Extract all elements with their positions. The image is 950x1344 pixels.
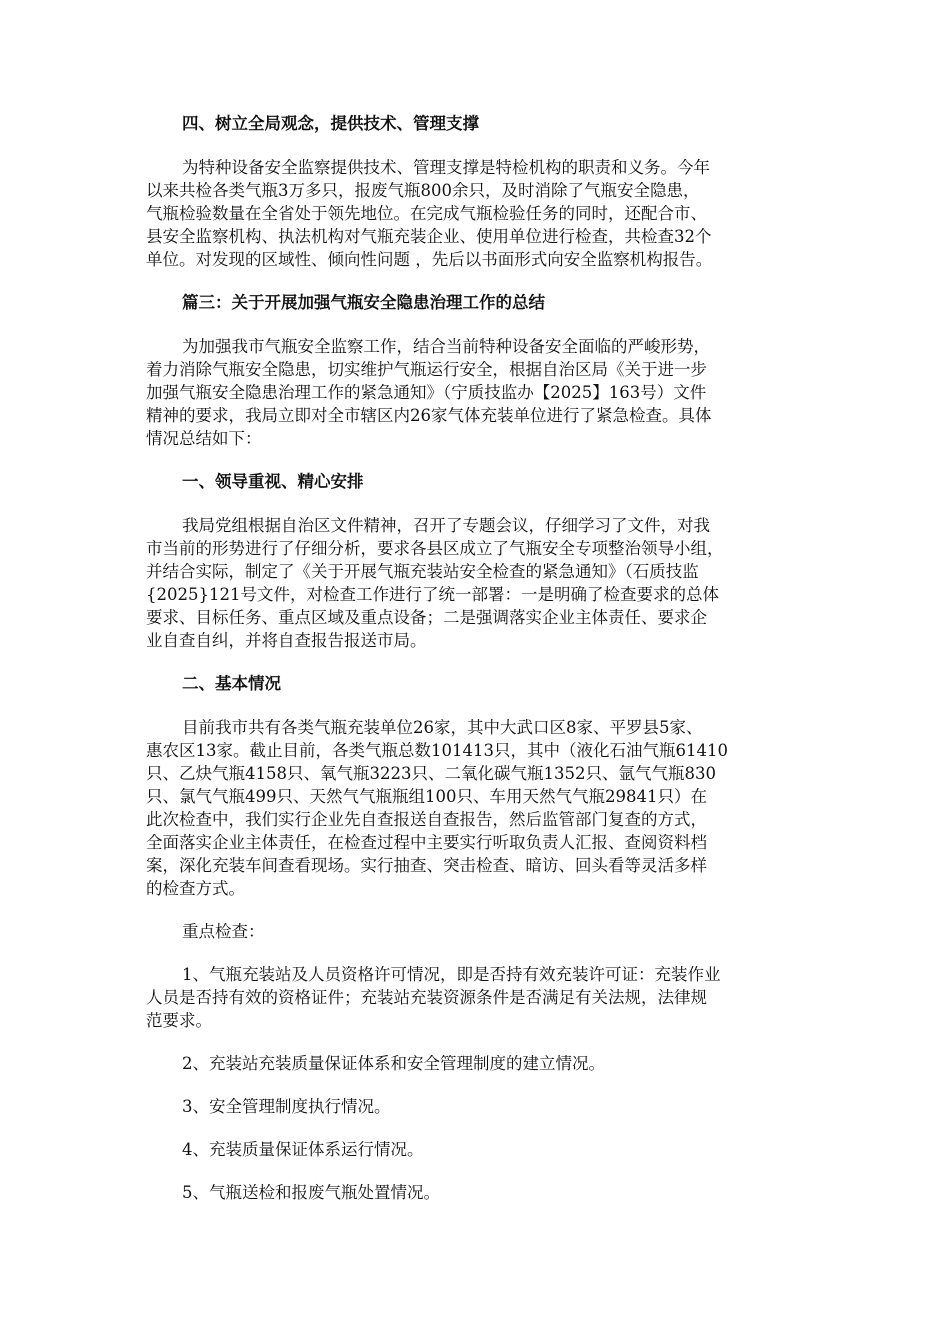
list-item: [146, 963, 806, 1032]
text-line: 只、乙炔气瓶4158只、氧气瓶3223只、二氧化碳气瓶1352只、氩气气瓶830: [146, 764, 716, 783]
text-line: 4、充装质量保证体系运行情况。: [182, 1140, 424, 1159]
list-item: [146, 1052, 806, 1075]
list-item: [146, 1181, 806, 1204]
text-line: 2、充装站充装质量保证体系和安全管理制度的建立情况。: [182, 1054, 605, 1073]
text-line: 加强气瓶安全隐患治理工作的紧急通知》（宁质技监办【2025】163号）文件: [146, 383, 707, 402]
text-line: 重点检查：: [182, 922, 265, 941]
text-line: 气瓶检验数量在全省处于领先地位。在完成气瓶检验任务的同时，还配合市、: [146, 204, 707, 223]
text-line: {2025}121号文件，对检查工作进行了统一部署：一是明确了检查要求的总体: [146, 585, 719, 604]
text-line: 1、气瓶充装站及人员资格许可情况，即是否持有效充装许可证：充装作业: [182, 965, 721, 984]
text-line: 5、气瓶送检和报废气瓶处置情况。: [182, 1183, 440, 1202]
paragraph-tech-support: [146, 156, 806, 271]
section-heading-4: 四、树立全局观念，提供技术、管理支撑: [182, 114, 479, 133]
text-line: 精神的要求，我局立即对全市辖区内26家气体充装单位进行了紧急检查。具体: [146, 406, 712, 425]
text-line: 我局党组根据自治区文件精神，召开了专题会议，仔细学习了文件，对我: [182, 516, 710, 535]
text-line: 目前我市共有各类气瓶充装单位26家，其中大武口区8家、平罗县5家、: [182, 718, 703, 737]
article-title: 篇三：关于开展加强气瓶安全隐患治理工作的总结: [182, 293, 545, 312]
text-line: 并结合实际，制定了《关于开展气瓶充装站安全检查的紧急通知》（石质技监: [146, 562, 699, 581]
text-line: 为特种设备安全监察提供技术、管理支撑是特检机构的职责和义务。今年: [182, 158, 710, 177]
text-line: 着力消除气瓶安全隐患，切实维护气瓶运行安全，根据自治区局《关于进一步: [146, 360, 707, 379]
text-line: 要求、目标任务、重点区域及重点设备；二是强调落实企业主体责任、要求企: [146, 608, 707, 627]
text-line: 以来共检各类气瓶3万多只，报废气瓶800余只，及时消除了气瓶安全隐患，: [146, 181, 700, 200]
text-line: 业自查自纠，并将自查报告报送市局。: [146, 631, 427, 650]
text-line: 全面落实企业主体责任，在检查过程中主要实行听取负责人汇报、查阅资料档: [146, 833, 707, 852]
text-line: 的检查方式。: [146, 879, 245, 898]
list-item: [146, 1138, 806, 1161]
section-heading-1: 一、领导重视、精心安排: [182, 472, 364, 491]
text-line: 范要求。: [146, 1011, 212, 1030]
paragraph-basic-situation: [146, 716, 806, 900]
document-body: [146, 112, 806, 1224]
text-line: 案，深化充装车间查看现场。实行抽查、突击检查、暗访、回头看等灵活多样: [146, 856, 707, 875]
text-line: 市当前的形势进行了仔细分析，要求各县区成立了气瓶安全专项整治领导小组，: [146, 539, 724, 558]
list-item: [146, 1095, 806, 1118]
text-line: 3、安全管理制度执行情况。: [182, 1097, 391, 1116]
paragraph-leadership: [146, 514, 806, 652]
text-line: 只、氯气气瓶499只、天然气气瓶瓶组100只、车用天然气气瓶29841只）在: [146, 787, 707, 806]
paragraph-intro: [146, 335, 806, 450]
focus-label: [146, 920, 806, 943]
text-line: 为加强我市气瓶安全监察工作，结合当前特种设备安全面临的严峻形势，: [182, 337, 710, 356]
text-line: 惠农区13家。截止目前，各类气瓶总数101413只，其中（液化石油气瓶61410: [146, 741, 728, 760]
text-line: 人员是否持有效的资格证件；充装站充装资源条件是否满足有关法规，法律规: [146, 988, 707, 1007]
text-line: 情况总结如下：: [146, 429, 262, 448]
section-heading-2: 二、基本情况: [182, 674, 281, 693]
text-line: 此次检查中，我们实行企业先自查报送自查报告，然后监管部门复查的方式，: [146, 810, 707, 829]
text-line: 县安全监察机构、执法机构对气瓶充装企业、使用单位进行检查，共检查32个: [146, 227, 712, 246]
text-line: 单位。对发现的区域性、倾向性问题 ，先后以书面形式向安全监察机构报告。: [146, 250, 713, 269]
